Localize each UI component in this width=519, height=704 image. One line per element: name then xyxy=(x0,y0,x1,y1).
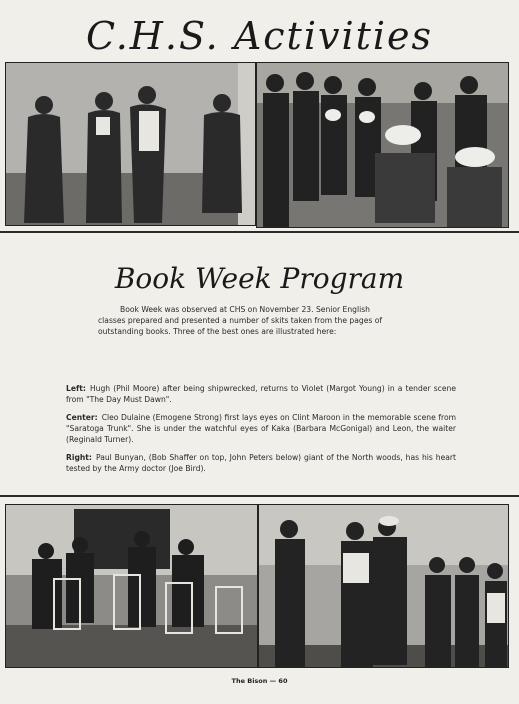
caption-center-label: Center: xyxy=(66,413,98,422)
captions xyxy=(66,383,456,481)
caption-center-text: Cleo Dulaine (Emogene Strong) first lays eyes on Clint Maroon in the memorable scene from "Saratoga Trunk". She is under the watchful eyes of Kaka (Barbara McGonigal) and Leon, the waiter (Reginald Turner). xyxy=(66,413,456,444)
divider-top xyxy=(0,231,519,233)
caption-left-label: Left: xyxy=(66,384,86,393)
section-title: Book Week Program xyxy=(114,262,405,295)
photo-top-left xyxy=(5,62,256,226)
photo-bottom-left xyxy=(5,504,258,668)
caption-left xyxy=(66,383,456,405)
caption-center xyxy=(66,412,456,445)
photo-bottom-right xyxy=(258,504,509,668)
page-footer: The Bison — 60 xyxy=(231,677,288,685)
caption-left-text: Hugh (Phil Moore) after being shipwrecked, returns to Violet (Margot Young) in a tender scene from "The Day Must Dawn". xyxy=(66,384,456,404)
caption-right-label: Right: xyxy=(66,453,92,462)
divider-bottom xyxy=(0,495,519,497)
caption-right xyxy=(66,452,456,474)
intro-paragraph: Book Week was observed at CHS on November 23. Senior English classes prepared and presented a number of skits taken from the pages of outstanding books. Three of the best ones are illustrated here: xyxy=(98,305,383,337)
photo-top-right xyxy=(256,62,509,228)
page-title: C.H.S. Activities xyxy=(85,14,434,58)
caption-right-text: Paul Bunyan, (Bob Shaffer on top, John Peters below) giant of the North woods, has his heart tested by the Army doctor (Joe Bird). xyxy=(66,453,456,473)
